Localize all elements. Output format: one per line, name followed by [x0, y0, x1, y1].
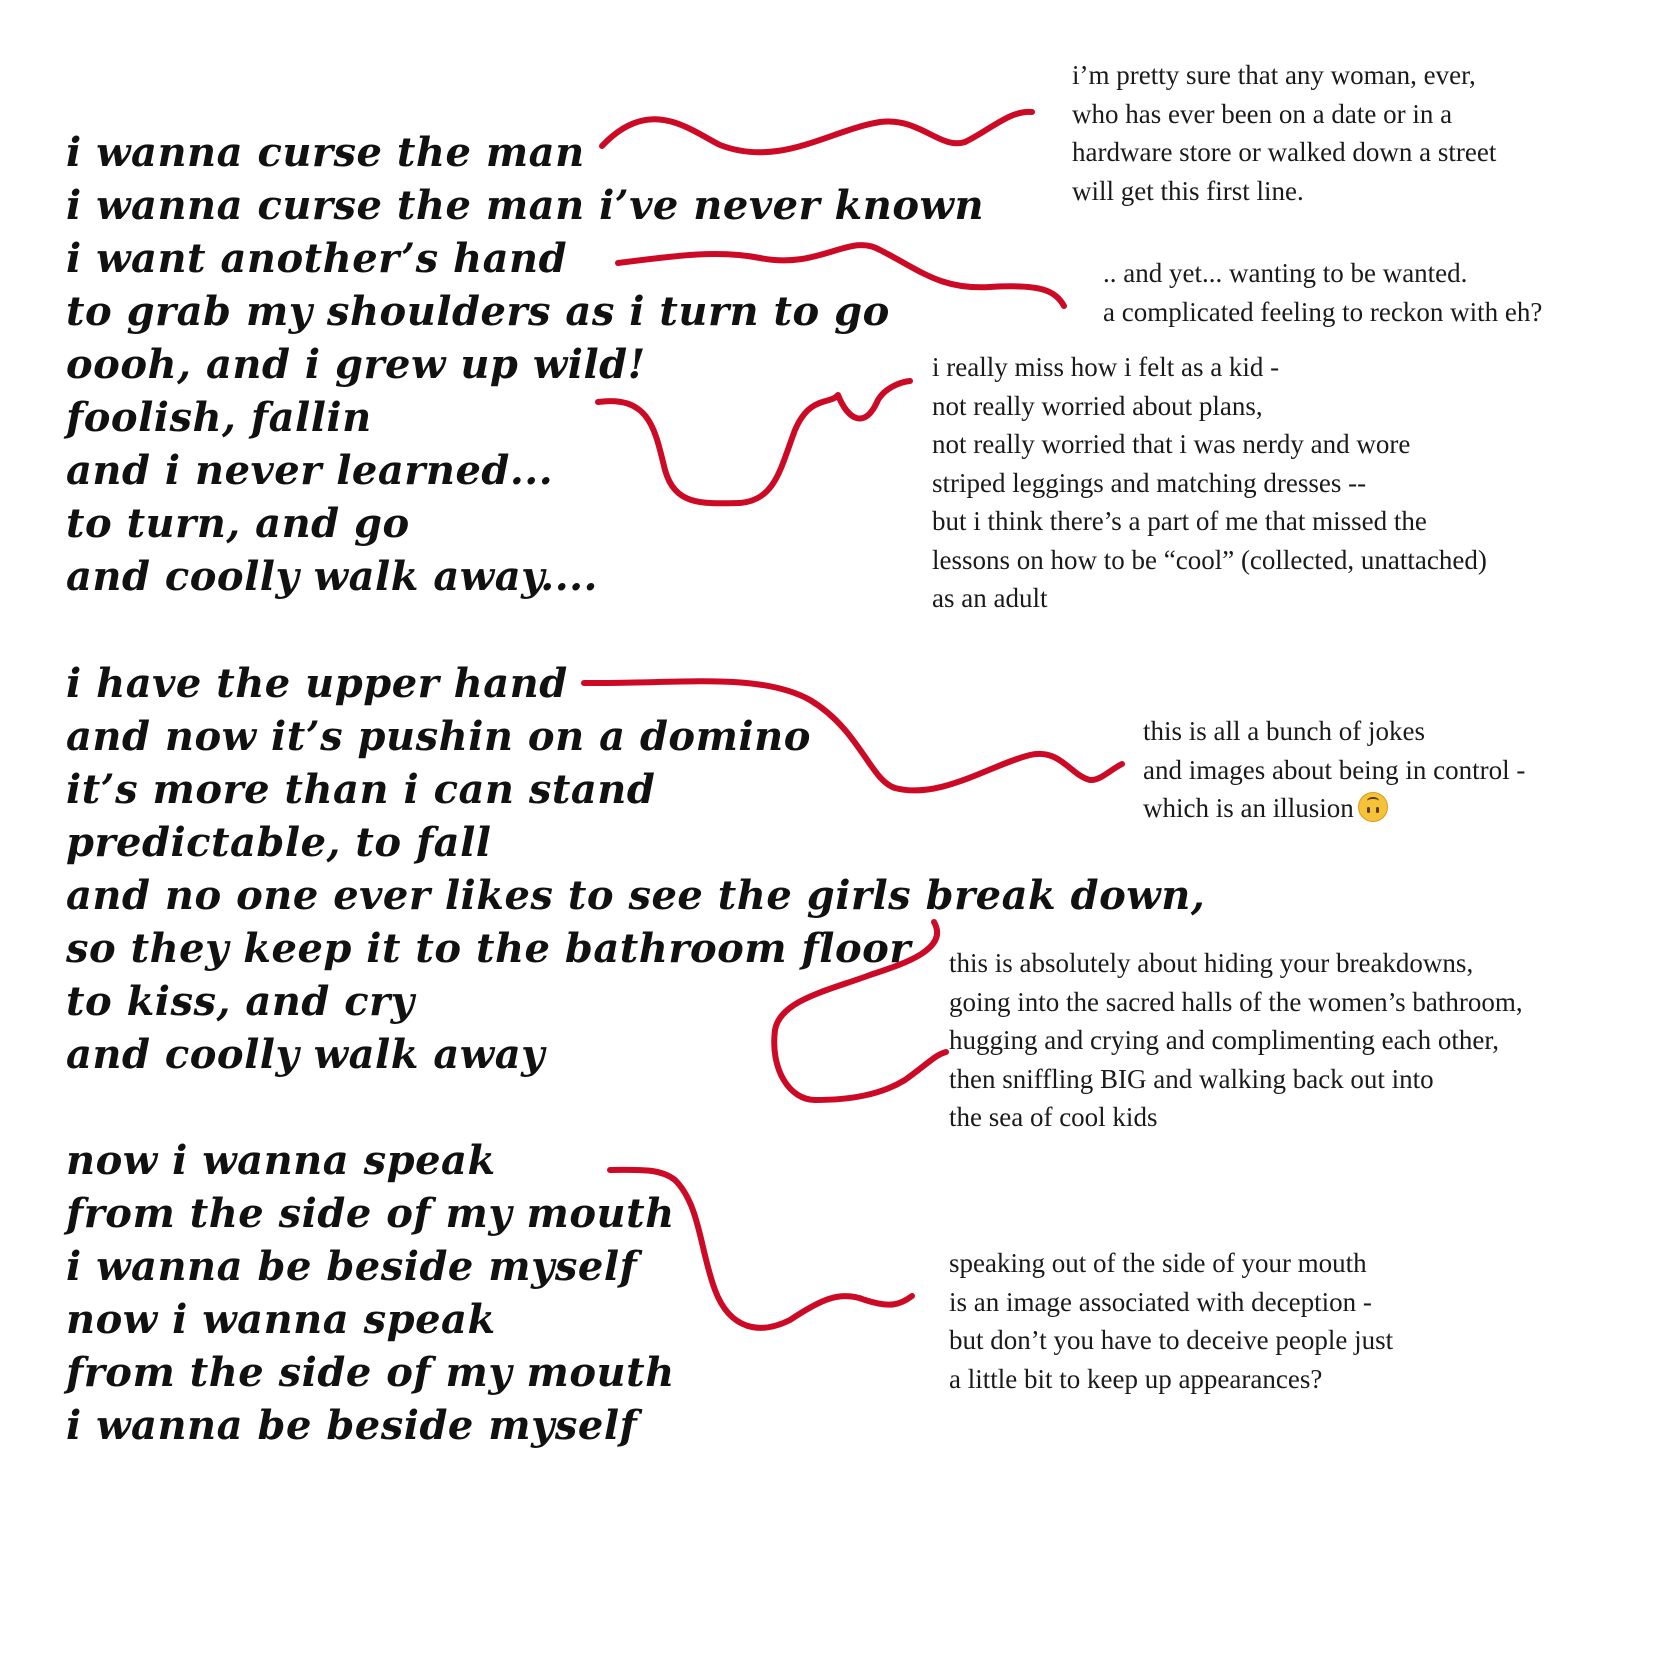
- lyric-line: so they keep it to the bathroom floor: [66, 925, 911, 972]
- lyric-line: now i wanna speak: [66, 1296, 496, 1343]
- lyric-line: from the side of my mouth: [66, 1190, 675, 1237]
- annotation-line: hugging and crying and complimenting each other,: [949, 1025, 1500, 1055]
- annotation-line: who has ever been on a date or in a: [1072, 98, 1453, 129]
- annotation-line: speaking out of the side of your mouth: [949, 1248, 1367, 1278]
- lyric-line: to turn, and go: [66, 500, 410, 547]
- annotation-line: a complicated feeling to reckon with eh?: [1103, 296, 1543, 327]
- lyric-line: i wanna be beside myself: [66, 1402, 638, 1449]
- annotation-2: [1103, 254, 1542, 331]
- annotation-text: which is an illusion: [1143, 793, 1354, 823]
- annotation-line: not really worried about plans,: [932, 390, 1263, 421]
- annotation-line: not really worried that i was nerdy and wore: [932, 429, 1411, 459]
- annotation-line: .. and yet... wanting to be wanted.: [1103, 258, 1468, 288]
- lyric-line: and i never learned...: [66, 447, 554, 494]
- annotation-line: striped leggings and matching dresses --: [932, 467, 1367, 498]
- lyric-line: i wanna be beside myself: [66, 1243, 638, 1290]
- annotation-line: lessons on how to be “cool” (collected, unattached): [932, 544, 1487, 575]
- annotation-line: the sea of cool kids: [949, 1102, 1158, 1132]
- annotation-line: i’m pretty sure that any woman, ever,: [1072, 60, 1476, 90]
- annotation-line: as an adult: [932, 583, 1048, 613]
- lyric-line: oooh, and i grew up wild!: [66, 341, 646, 388]
- lyric-line: and no one ever likes to see the girls break down,: [66, 872, 1206, 919]
- lyrics-stanza-1: [66, 126, 984, 603]
- annotation-1: [1072, 56, 1496, 210]
- lyric-line: foolish, fallin: [66, 394, 372, 441]
- annotation-line: but i think there’s a part of me that missed the: [932, 506, 1427, 536]
- lyric-line: i want another’s hand: [66, 235, 568, 282]
- annotation-line: this is all a bunch of jokes: [1143, 716, 1425, 746]
- lyric-line: and coolly walk away....: [66, 553, 598, 600]
- annotation-line: a little bit to keep up appearances?: [949, 1363, 1323, 1394]
- lyric-line: and coolly walk away: [66, 1031, 545, 1078]
- lyrics-stanza-3: [66, 1134, 675, 1452]
- lyric-line: i have the upper hand: [66, 660, 568, 707]
- lyric-line: to kiss, and cry: [66, 978, 415, 1025]
- lyric-line: it’s more than i can stand: [66, 766, 656, 813]
- annotation-line: will get this first line.: [1072, 175, 1304, 206]
- annotation-line: [1143, 789, 1525, 828]
- annotation-4: [1143, 712, 1525, 828]
- annotation-6: [949, 1244, 1393, 1398]
- lyric-line: and now it’s pushin on a domino: [66, 713, 811, 760]
- lyric-line: now i wanna speak: [66, 1137, 496, 1184]
- annotation-line: then sniffling BIG and walking back out into: [949, 1063, 1434, 1094]
- lyric-line: to grab my shoulders as i turn to go: [66, 288, 890, 335]
- annotation-line: and images about being in control -: [1143, 754, 1526, 785]
- annotation-line: going into the sacred halls of the women’s bathroom,: [949, 986, 1523, 1017]
- upside-down-face-icon: [1358, 792, 1388, 822]
- lyric-line: from the side of my mouth: [66, 1349, 675, 1396]
- annotation-line: hardware store or walked down a street: [1072, 137, 1497, 167]
- lyric-line: i wanna curse the man: [66, 129, 585, 176]
- annotation-line: but don’t you have to deceive people just: [949, 1325, 1394, 1355]
- annotation-line: is an image associated with deception -: [949, 1286, 1372, 1317]
- annotation-5: [949, 944, 1523, 1137]
- annotation-line: i really miss how i felt as a kid -: [932, 352, 1280, 382]
- lyric-line: predictable, to fall: [66, 819, 492, 866]
- annotation-3: [932, 348, 1487, 618]
- lyric-line: i wanna curse the man i’ve never known: [66, 182, 985, 229]
- annotation-line: this is absolutely about hiding your breakdowns,: [949, 948, 1474, 978]
